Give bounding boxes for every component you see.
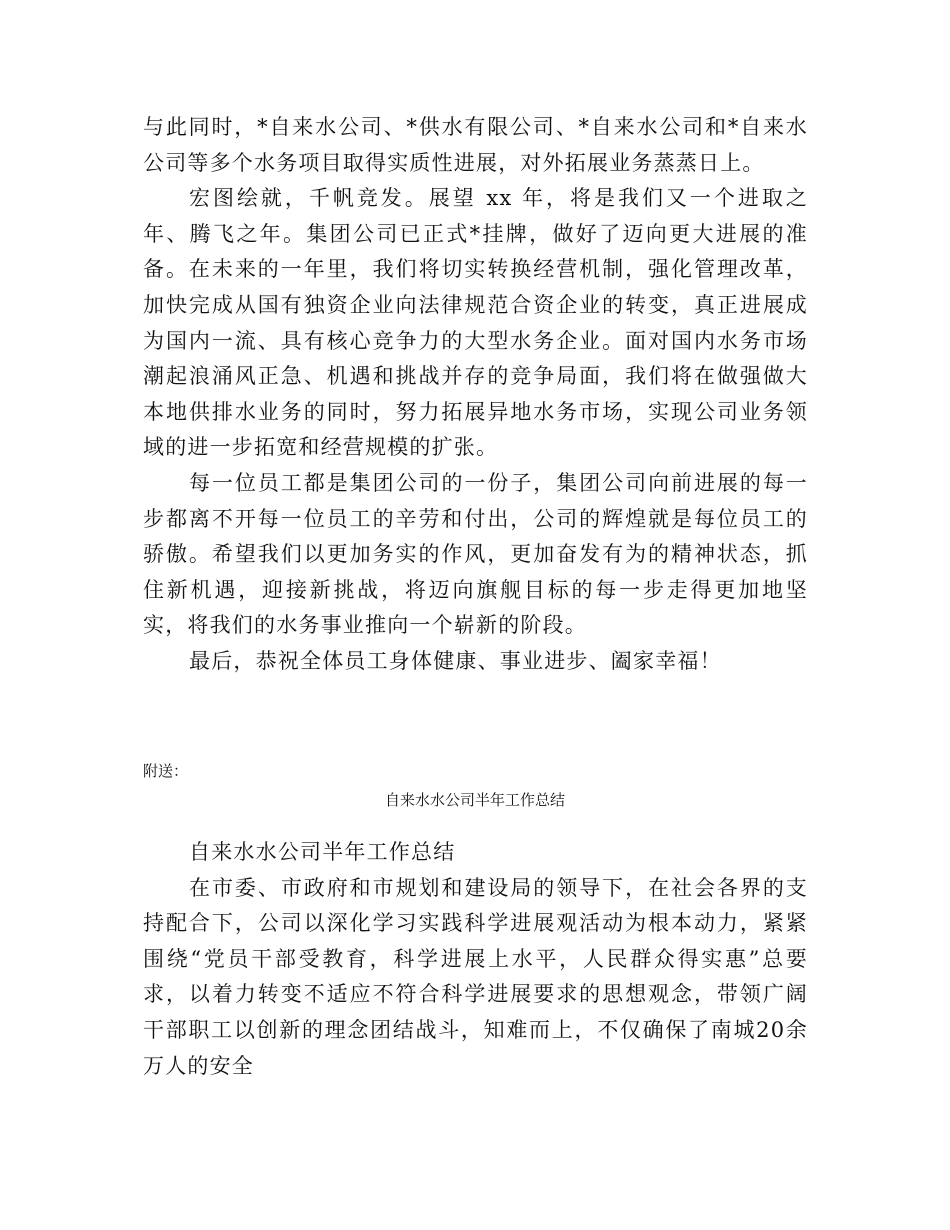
paragraph-employees: 每一位员工都是集团公司的一份子，集团公司向前进展的每一步都离不开每一位员工的辛劳和付出，公司的辉煌就是每位员工的骄傲。希望我们以更加务实的作风，更加奋发有为的精神状态，抓住新机遇，迎接新挑战，将迈向旗舰目标的每一步走得更加地坚实，将我们的水务事业推向一个崭新的阶段。 xyxy=(143,470,808,638)
attachment-title: 自来水水公司半年工作总结 xyxy=(384,791,565,809)
attachment-text-block xyxy=(143,835,808,1084)
paragraph-outlook: 宏图绘就，千帆竞发。展望 xx 年，将是我们又一个进取之年、腾飞之年。集团公司已正式*挂牌，做好了迈向更大进展的准备。在未来的一年里，我们将切实转换经营机制，强化管理改革，加快完成从国有独资企业向法律规范合资企业的转变，真正进展成为国内一流、具有核心竞争力的大型水务企业。面对国内水务市场潮起浪涌风正急、机遇和挑战并存的竞争局面，我们将在做强做大本地供排水业务的同时，努力拓展异地水务市场，实现公司业务领域的进一步拓宽和经营规模的扩张。 xyxy=(143,186,808,460)
paragraph-continuation: 与此同时，*自来水公司、*供水有限公司、*自来水公司和*自来水公司等多个水务项目取得实质性进展，对外拓展业务蒸蒸日上。 xyxy=(143,115,808,175)
attachment-label: 附送： xyxy=(143,762,189,780)
attachment-heading: 自来水水公司半年工作总结 xyxy=(189,840,456,864)
attachment-paragraph: 在市委、市政府和市规划和建设局的领导下，在社会各界的支持配合下，公司以深化学习实践科学进展观活动为根本动力，紧紧围绕“党员干部受教育，科学进展上水平，人民群众得实惠”总要求，以着力转变不适应不符合科学进展要求的思想观念，带领广阔干部职工以创新的理念团结战斗，知难而上，不仅确保了南城20余万人的安全 xyxy=(143,875,808,1078)
paragraph-closing-wishes: 最后，恭祝全体员工身体健康、事业进步、阖家幸福！ xyxy=(189,648,722,673)
main-text-block xyxy=(143,110,808,680)
